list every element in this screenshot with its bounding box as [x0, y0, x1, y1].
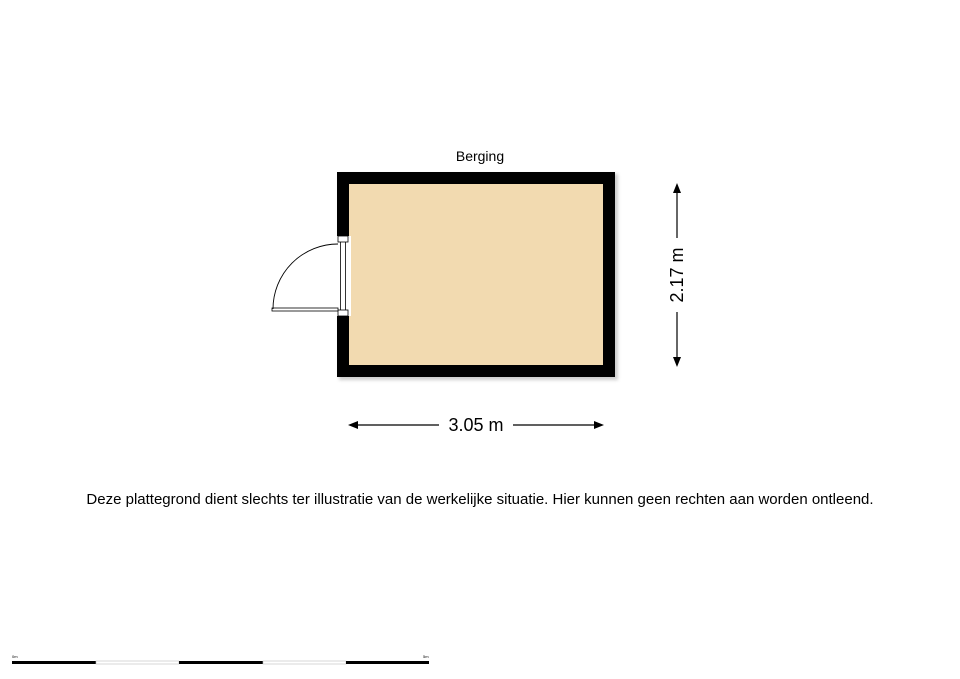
scale-bar-segment [263, 661, 346, 664]
room-floor [349, 184, 603, 365]
height-dimension-label: 2.17 m [667, 247, 687, 303]
disclaimer-text: Deze plattegrond dient slechts ter illustratie van de werkelijke situatie. Hier kunnen geen rechten aan worden ontleend. [86, 491, 874, 508]
scale-bar-segment [346, 661, 429, 664]
scale-bar [12, 654, 429, 664]
scale-bar-segment [96, 661, 179, 664]
door [272, 236, 351, 316]
door-leaf [272, 308, 338, 311]
room-name-label: Berging [455, 148, 505, 164]
width-dimension-label: 3.05 m [448, 415, 504, 435]
scale-bar-end-label: 5m [423, 654, 429, 659]
door-swing-arc [273, 244, 338, 309]
scale-bar-segment [179, 661, 263, 664]
height-dimension [667, 183, 687, 367]
width-dimension [348, 415, 604, 435]
room-berging [337, 172, 618, 380]
scale-bar-segment [12, 661, 96, 664]
scale-bar-start-label: 0m [12, 654, 18, 659]
